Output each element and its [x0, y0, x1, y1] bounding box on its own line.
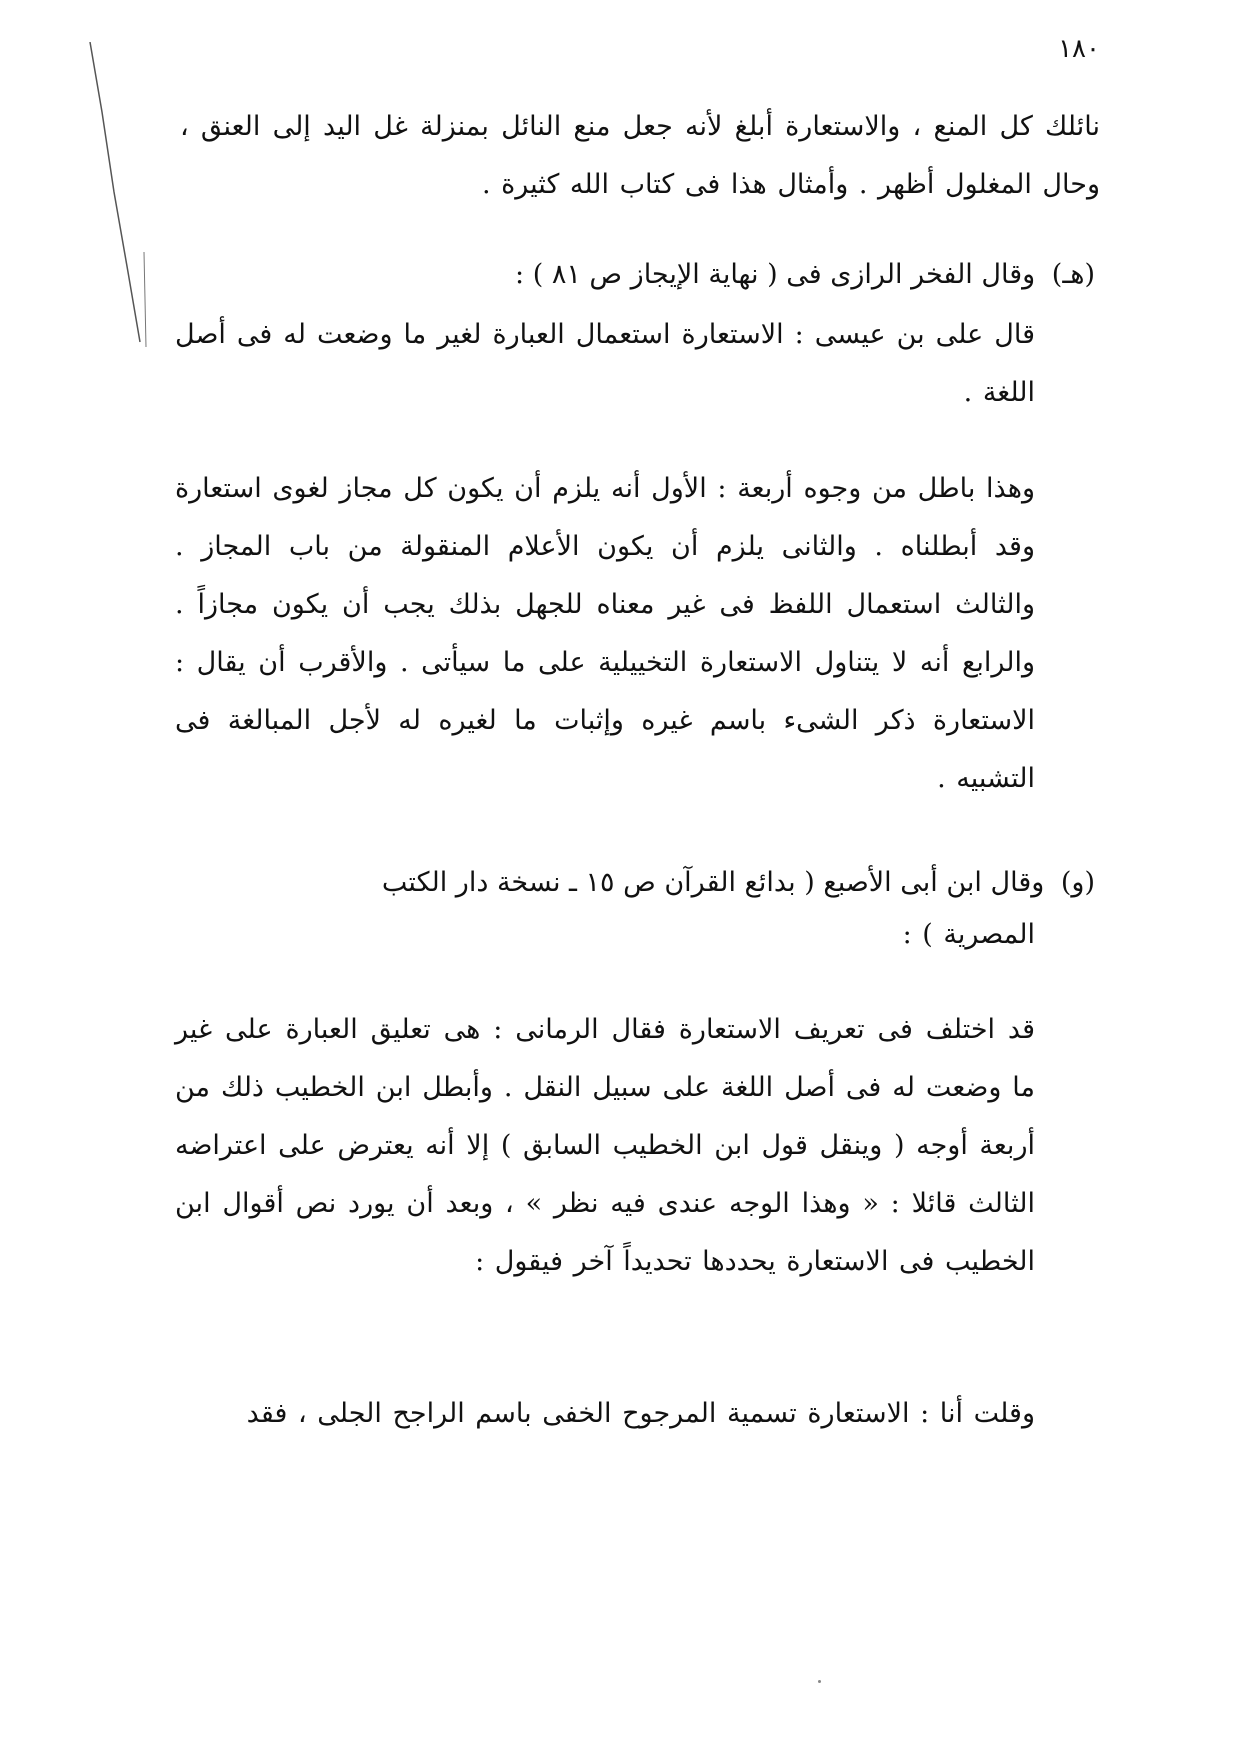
section-label-w: (و) — [1060, 867, 1095, 898]
section-heading-w — [175, 854, 1095, 912]
scan-speck — [818, 1680, 821, 1683]
paragraph-opening: نائلك كل المنع ، والاستعارة أبلغ لأنه جعل منع النائل بمنزلة غل اليد إلى العنق ، وحال المغلول أظهر . وأمثال هذا فى كتاب الله كثيرة . — [180, 111, 1100, 200]
section-heading-h-text: وقال الفخر الرازى فى ( نهاية الإيجاز ص ٨١ ) : — [515, 259, 1036, 290]
section-label-h: (هـ) — [1051, 259, 1095, 290]
page-number: ١٨٠ — [1058, 34, 1100, 64]
margin-pencil-mark — [88, 42, 158, 352]
section-heading-h — [175, 246, 1095, 304]
paragraph-author-definition: وقلت أنا : الاستعارة تسمية المرجوح الخفى باسم الراجح الجلى ، فقد — [246, 1398, 1035, 1429]
paragraph-four-objections: وهذا باطل من وجوه أربعة : الأول أنه يلزم أن يكون كل مجاز لغوى استعارة وقد أبطلناه . والثانى يلزم أن يكون الأعلام المنقولة من باب المجاز . والثالث استعمال اللفظ فى غير معناه للجهل بذلك يجب أن يكون مجازاً . والرابع أنه لا يتناول الاستعارة التخييلية على ما سيأتى . والأقرب أن يقال : الاستعارة ذكر الشىء باسم غيره وإثبات ما لغيره له لأجل المبالغة فى التشبيه . — [175, 473, 1035, 794]
section-heading-w-text: وقال ابن أبى الأصبع ( بدائع القرآن ص ١٥ ـ نسخة دار الكتب — [381, 867, 1045, 898]
paragraph-ali-bin-isa: قال على بن عيسى : الاستعارة استعمال العبارة لغير ما وضعت له فى أصل اللغة . — [175, 319, 1035, 408]
section-heading-w-continuation: المصرية ) : — [902, 919, 1035, 950]
paragraph-definition-dispute: قد اختلف فى تعريف الاستعارة فقال الرمانى : هى تعليق العبارة على غير ما وضعت له فى أصل اللغة على سبيل النقل . وأبطل ابن الخطيب ذلك من أربعة أوجه ( وينقل قول ابن الخطيب السابق ) إلا أنه يعترض على اعتراضه الثالث قائلا : « وهذا الوجه عندى فيه نظر » ، وبعد أن يورد نص أقوال ابن الخطيب فى الاستعارة يحددها تحديداً آخر فيقول : — [175, 1014, 1035, 1277]
